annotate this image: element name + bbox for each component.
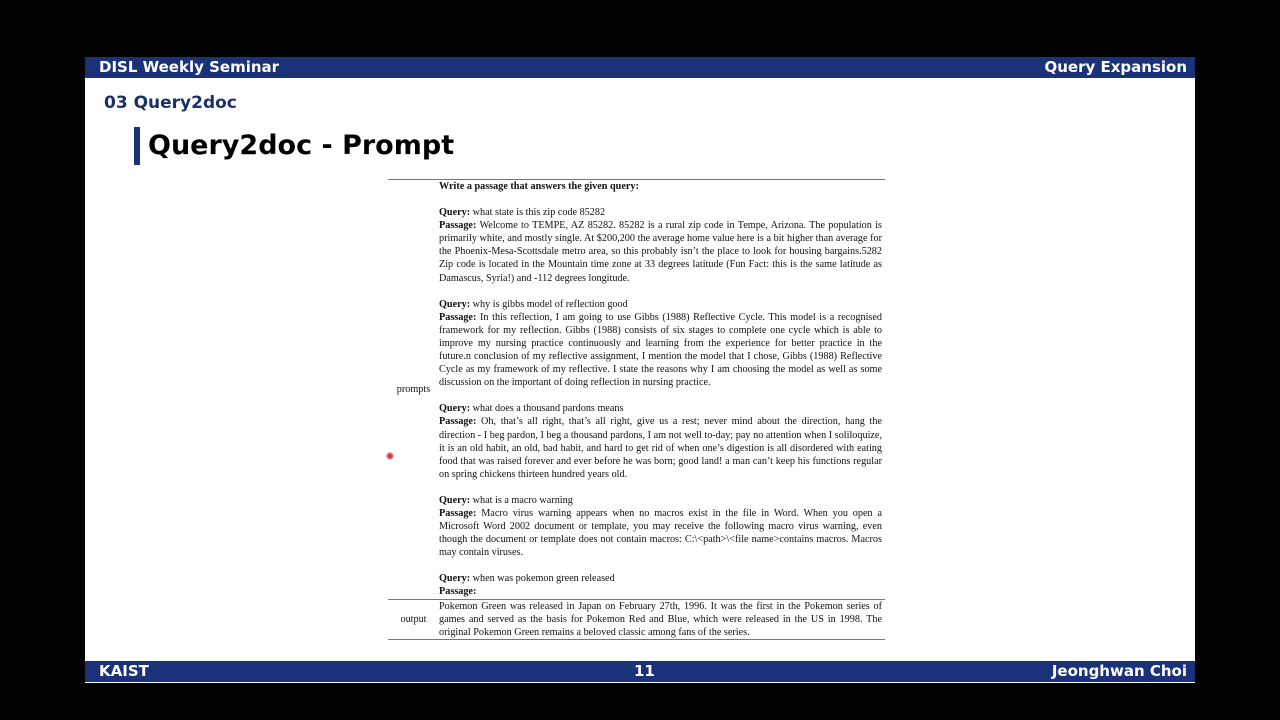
instruction: Write a passage that answers the given query: xyxy=(439,181,639,192)
header-bar xyxy=(85,57,1195,78)
prompts-row xyxy=(388,179,885,599)
section-title: 03 Query2doc xyxy=(104,93,237,113)
prompts-content xyxy=(439,180,885,599)
final-query: Query: when was pokemon green released xyxy=(439,573,615,585)
output-label: output xyxy=(400,613,427,625)
example-query: Query: what is a macro warning xyxy=(439,494,573,506)
title-accent-bar xyxy=(134,127,140,165)
slide-title: Query2doc - Prompt xyxy=(148,130,455,161)
example-passage: Passage: In this reflection, I am going to use Gibbs (1988) Reflective Cycle. This model is a recognised framework for my reflection. Gibbs (1988) consists of six stages to complete one cycle which is able to improve my nursing practice continuously and learning from the experience for better practice in the future.n conclusion of my reflective assignment, I mention the model that I chose, Gibbs (1988) Reflective Cycle as my framework of my reflective. I state the reasons why I am choosing the model as well as some discussion on the important of doing reflection in nursing practice. xyxy=(439,311,882,389)
example-passage: Passage: Welcome to TEMPE, AZ 85282. 85282 is a rural zip code in Tempe, Arizona. The population is primarily white, and mostly single. At $200,200 the average home value here is a bit higher than average for the Phoenix-Mesa-Scottsdale metro area, so this probably isn’t the place to look for housing bargains.5282 Zip code is located in the Mountain time zone at 33 degrees latitude (Fun Fact: this is the same latitude as Damascus, Syria!) and -112 degrees longitude. xyxy=(439,220,882,284)
footer-bar xyxy=(85,661,1195,682)
pointer-cursor-icon xyxy=(386,452,394,460)
example-passage: Passage: Macro virus warning appears when no macros exist in the file in Word. When you open a Microsoft Word 2002 document or template, you may receive the following macro virus warning, even though the document or template does not contain macros: C:\<path>\<file name>contains macros. Macros may contain viruses. xyxy=(439,507,883,559)
example-query: Query: what state is this zip code 85282 xyxy=(439,207,606,219)
final-passage-label: Passage: xyxy=(439,586,477,598)
page-number: 11 xyxy=(634,662,655,680)
prompt-table xyxy=(388,179,885,640)
presenter-name: Jeonghwan Choi xyxy=(1051,662,1187,680)
topic-title: Query Expansion xyxy=(1044,58,1187,76)
output-row xyxy=(388,599,885,640)
example-query: Query: what does a thousand pardons means xyxy=(439,403,624,415)
example-passage: Passage: Oh, that’s all right, that’s all right, give us a rest; never mind about the direction, hang the direction - I beg pardon, I beg a thousand pardons, I am not well to-day; pay no attention when I soliloquize, it is an old habit, an old, bad habit, and hard to get rid of when one’s digestion is all disordered with eating food that was raised forever and ever before he was born; good land! a man can’t keep his functions regular on spring chickens thirteen hundred years old. xyxy=(439,416,883,480)
slide xyxy=(85,57,1195,683)
prompts-label: prompts xyxy=(396,383,431,395)
seminar-title: DISL Weekly Seminar xyxy=(99,58,280,76)
example-query: Query: why is gibbs model of reflection good xyxy=(439,298,628,310)
institution: KAIST xyxy=(99,662,149,680)
output-text: Pokemon Green was released in Japan on February 27th, 1996. It was the first in the Pokemon series of games and served as the basis for Pokemon Red and Blue, which were released in the US in 1998. The original Pokemon Green remains a beloved classic among fans of the series. xyxy=(439,600,882,638)
